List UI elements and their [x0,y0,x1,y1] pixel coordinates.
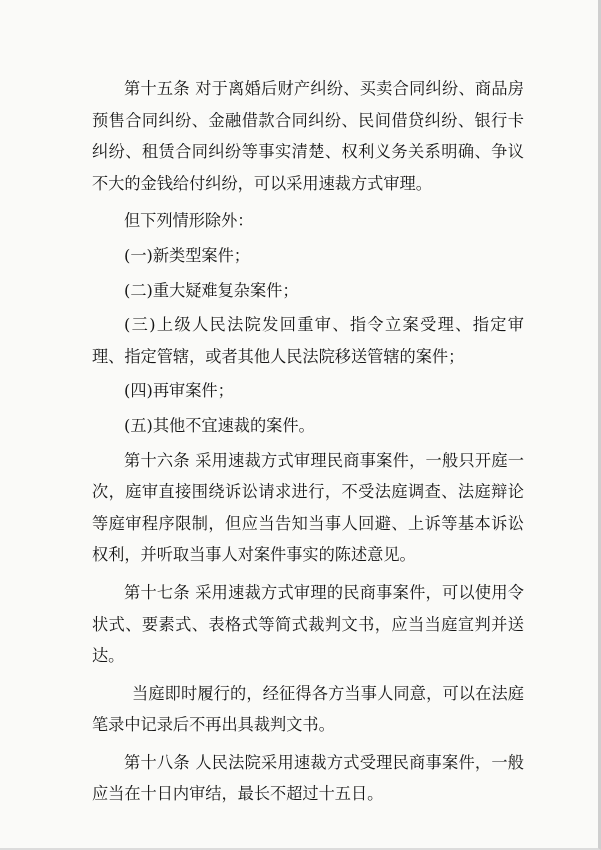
article-17-paragraph: 第十七条 采用速裁方式审理的民商事案件，可以使用令状式、要素式、表格式等简式裁判文书，应当当庭宣判并送达。 [92,582,524,666]
exception-item-1: (一)新类型案件； [124,245,250,265]
article-17-supplement: 当庭即时履行的，经征得各方当事人同意，可以在法庭笔录中记录后不再出具裁判文书。 [92,683,524,735]
exception-item-3: (三)上级人民法院发回重审、指令立案受理、指定审理、指定管辖，或者其他人民法院移送管辖的案件； [92,315,524,366]
exception-item-4: (四)再审案件； [124,381,234,401]
article-16-paragraph: 第十六条 采用速裁方式审理民商事案件，一般只开庭一次，庭审直接围绕诉讼请求进行，不受法庭调查、法庭辩论等庭审程序限制，但应当告知当事人回避、上诉等基本诉讼权利，并听取当事人对案件事实的陈述意见。 [92,450,524,565]
exception-item-2: (二)重大疑难复杂案件； [124,280,299,300]
exceptions-intro: 但下列情形除外： [124,211,254,231]
article-15-paragraph: 第十五条 对于离婚后财产纠纷、买卖合同纠纷、商品房预售合同纠纷、金融借款合同纠纷、民间借贷纠纷、银行卡纠纷、租赁合同纠纷等事实清楚、权利义务关系明确、争议不大的金钱给付纠纷，可以采用速裁方式审理。 [92,79,524,193]
article-body [92,73,524,810]
exception-item-5: (五)其他不宜速裁的案件。 [124,415,315,435]
article-18-paragraph: 第十八条 人民法院采用速裁方式受理民商事案件，一般应当在十日内审结，最长不超过十五日。 [92,752,524,804]
